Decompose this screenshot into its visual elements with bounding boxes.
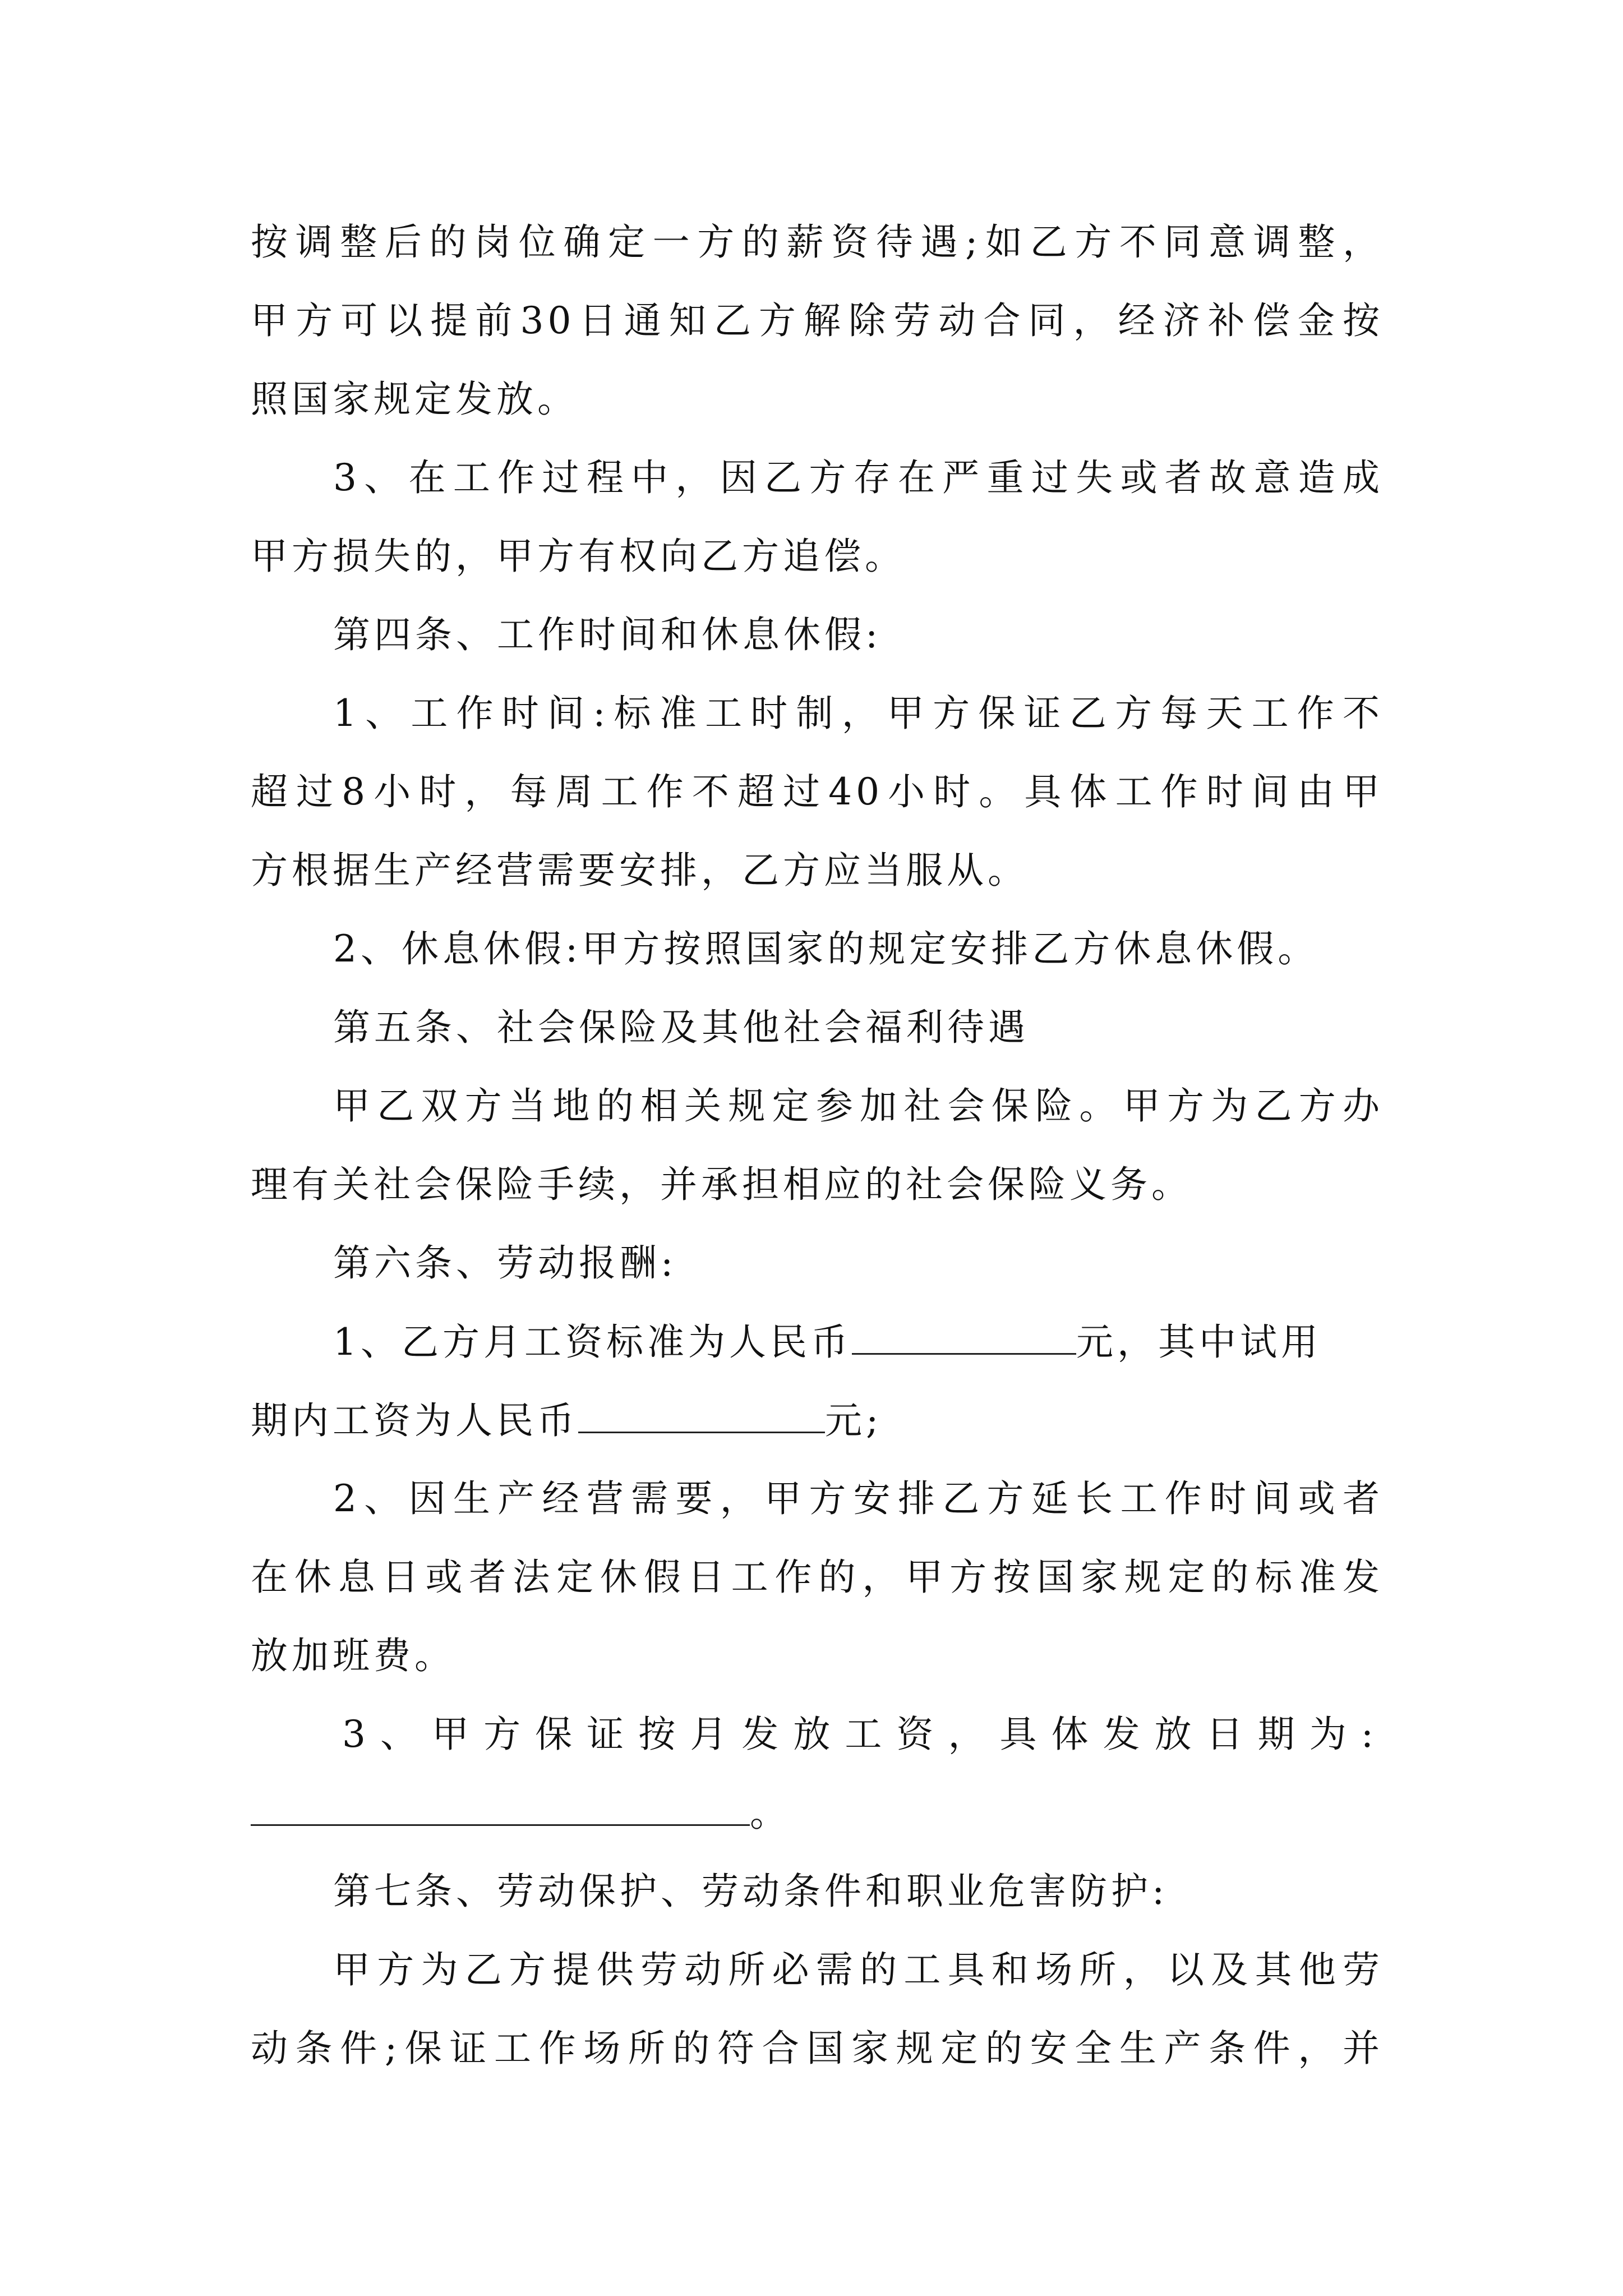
text-line: 理有关社会保险手续，并承担相应的社会保险义务。 (251, 1163, 1192, 1206)
pay-date-line (251, 1791, 1384, 1835)
section-heading: 第六条、劳动报酬: (333, 1241, 677, 1285)
text-line: 照国家规定发放。 (251, 378, 578, 421)
text-line: 2、休息休假:甲方按照国家的规定安排乙方休息休假。 (333, 927, 1319, 970)
section-heading: 第四条、工作时间和休息休假: (333, 613, 882, 656)
probation-salary-label: 期内工资为人民币 (251, 1399, 578, 1442)
text-line: 按调整后的岗位确定一方的薪资待遇;如乙方不同意调整， (251, 220, 1384, 264)
text-line: 1、工作时间:标准工时制，甲方保证乙方每天工作不 (333, 692, 1384, 735)
salary-line-1 (333, 1319, 1384, 1364)
pay-date-blank (251, 1791, 750, 1826)
probation-salary-end: 元; (825, 1399, 883, 1442)
section-heading: 第五条、社会保险及其他社会福利待遇 (333, 1006, 1029, 1049)
text-line: 3、在工作过程中，因乙方存在严重过失或者故意造成 (333, 456, 1384, 499)
probation-salary-blank (578, 1398, 825, 1433)
text-line: 甲方损失的，甲方有权向乙方追偿。 (251, 535, 906, 578)
text-line: 甲乙双方当地的相关规定参加社会保险。甲方为乙方办 (333, 1084, 1384, 1128)
text-line: 在休息日或者法定休假日工作的，甲方按国家规定的标准发 (251, 1556, 1384, 1599)
text-line: 放加班费。 (251, 1634, 455, 1677)
text-line: 方根据生产经营需要安排，乙方应当服从。 (251, 849, 1029, 892)
text-line: 甲方可以提前30日通知乙方解除劳动合同，经济补偿金按 (251, 299, 1384, 342)
salary-label: 1、乙方月工资标准为人民币 (333, 1320, 852, 1364)
text-line: 动条件;保证工作场所的符合国家规定的安全生产条件，并 (251, 2027, 1384, 2070)
text-line: 3、甲方保证按月发放工资，具体发放日期为: (342, 1713, 1384, 1756)
section-heading: 第七条、劳动保护、劳动条件和职业危害防护: (333, 1870, 1169, 1913)
text-line: 甲方为乙方提供劳动所必需的工具和场所，以及其他劳 (333, 1948, 1384, 1991)
text-line: 超过8小时，每周工作不超过40小时。具体工作时间由甲 (251, 770, 1384, 813)
text-line: 2、因生产经营需要，甲方安排乙方延长工作时间或者 (333, 1477, 1384, 1520)
salary-line-2 (251, 1398, 1384, 1443)
salary-label-end: 元，其中试用 (1076, 1320, 1322, 1364)
pay-date-end: 。 (750, 1792, 791, 1835)
salary-blank (852, 1319, 1076, 1355)
